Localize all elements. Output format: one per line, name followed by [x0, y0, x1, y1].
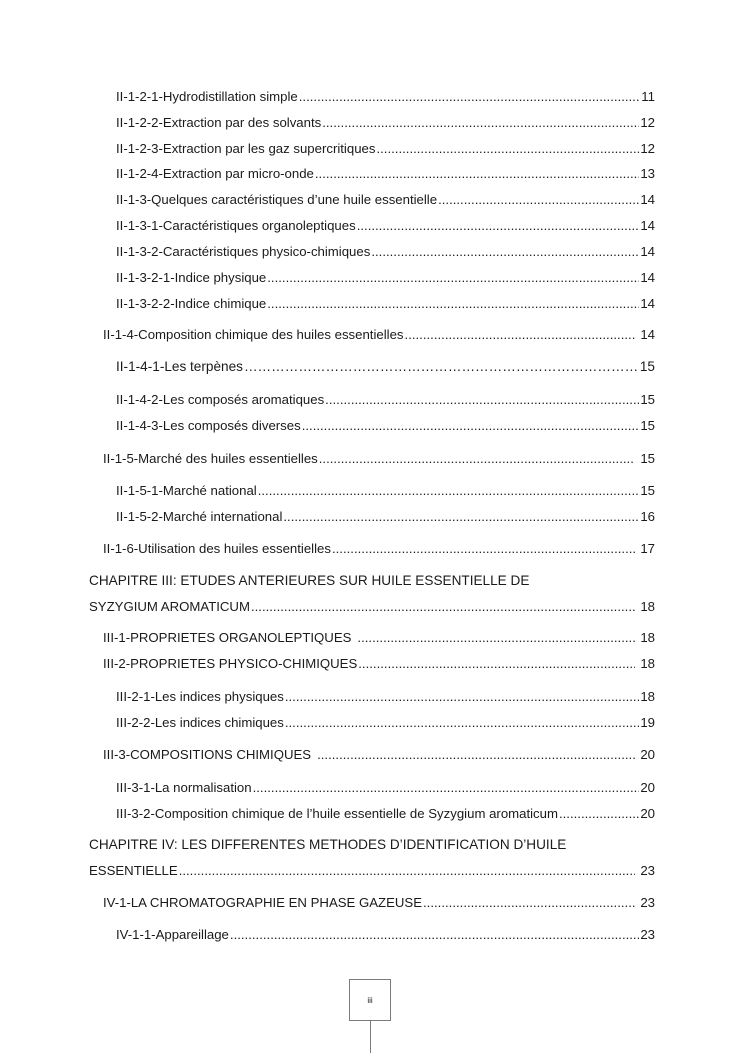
toc-entry-title: II-1-3-1-Caractéristiques organoleptiques [116, 218, 356, 233]
toc-entry[interactable] [116, 218, 655, 234]
toc-entry[interactable] [116, 244, 655, 260]
toc-entry-title: II-1-3-2-1-Indice physique [116, 270, 267, 285]
leader-dots [438, 192, 639, 208]
toc-entry[interactable] [103, 895, 655, 911]
leader-dots [253, 780, 640, 796]
leader-dots [179, 863, 636, 879]
toc-entry-title: III-2-2-Les indices chimiques [116, 715, 284, 730]
toc-entry[interactable] [116, 296, 655, 312]
leader-dots [332, 541, 635, 557]
leader-dots [325, 392, 639, 408]
toc-entry-page: 15 [640, 392, 655, 407]
toc-entry[interactable] [103, 747, 655, 763]
toc-entry-title: III-3-1-La normalisation [116, 780, 252, 795]
toc-entry[interactable] [89, 599, 655, 615]
toc-entry[interactable] [116, 927, 655, 943]
toc-entry-page: 14 [640, 244, 655, 259]
toc-entry[interactable] [116, 806, 655, 822]
toc-entry-page: 13 [640, 166, 655, 181]
toc-entry[interactable] [103, 541, 655, 557]
toc-entry-page: 14 [640, 296, 655, 311]
toc-entry-page: 18 [640, 656, 655, 671]
toc-entry[interactable] [89, 863, 655, 879]
toc-entry-page: 14 [640, 192, 655, 207]
leader-dots [322, 115, 639, 131]
toc-entry[interactable] [103, 656, 655, 672]
toc-entry-title: II-1-2-4-Extraction par micro-onde [116, 166, 314, 181]
toc-entry[interactable] [116, 392, 655, 408]
toc-entry-title: II-1-3-2-Caractéristiques physico-chimiques [116, 244, 371, 259]
toc-entry-title: II-1-4-1-Les terpènes [116, 359, 243, 374]
toc-entry-title: III-1-PROPRIETES ORGANOLEPTIQUES [103, 630, 352, 645]
toc-entry-page: 23 [640, 927, 655, 942]
leader-dots [251, 599, 635, 615]
leader-dots [267, 296, 639, 312]
toc-entry[interactable] [103, 630, 655, 646]
toc-entry[interactable] [116, 509, 655, 525]
leader-dots [258, 483, 640, 499]
leader-dots [299, 89, 641, 105]
leader-dots [405, 327, 636, 343]
toc-entry[interactable] [116, 483, 655, 499]
toc-entry[interactable] [116, 689, 655, 705]
toc-entry[interactable] [116, 270, 655, 286]
toc-entry-page: 18 [640, 630, 655, 645]
leader-dots [423, 895, 635, 911]
toc-entry-page: 19 [640, 715, 655, 730]
toc-entry-page: 20 [640, 780, 655, 795]
leader-dots [357, 630, 635, 646]
chapter-heading[interactable]: CHAPITRE III: ETUDES ANTERIEURES SUR HUILE ESSENTIELLE DE [89, 573, 530, 588]
toc-entry-page: 14 [640, 270, 655, 285]
leader-dots [376, 141, 639, 157]
toc-entry-page: 17 [640, 541, 655, 556]
toc-entry-title: II-1-6-Utilisation des huiles essentielles [103, 541, 331, 556]
leader-dots [285, 715, 639, 731]
toc-entry-page: 16 [640, 509, 655, 524]
toc-entry-title: II-1-2-3-Extraction par les gaz supercritiques [116, 141, 376, 156]
toc-entry-page: 18 [640, 689, 655, 704]
leader-dots [267, 270, 639, 286]
leader-dots [244, 359, 639, 375]
toc-entry-page: 15 [640, 418, 655, 433]
toc-entry-page: 23 [640, 895, 655, 910]
toc-entry-page: 20 [640, 806, 655, 821]
leader-dots [230, 927, 639, 943]
leader-dots [315, 166, 639, 182]
toc-entry[interactable] [116, 89, 655, 105]
toc-entry-page: 18 [640, 599, 655, 614]
page-number-box [349, 979, 391, 1021]
toc-entry-title: II-1-3-Quelques caractéristiques d’une huile essentielle [116, 192, 438, 207]
toc-entry[interactable] [116, 166, 655, 182]
toc-entry[interactable] [116, 141, 655, 157]
page-number: iii [367, 996, 373, 1005]
toc-entry-title: SYZYGIUM AROMATICUM [89, 599, 250, 614]
toc-entry-title: III-2-1-Les indices physiques [116, 689, 284, 704]
toc-entry-title: III-2-PROPRIETES PHYSICO-CHIMIQUES [103, 656, 358, 671]
toc-entry-title: II-1-4-2-Les composés aromatiques [116, 392, 325, 407]
toc-entry-title: ESSENTIELLE [89, 863, 178, 878]
toc-entry-page: 23 [640, 863, 655, 878]
toc-entry-title: II-1-4-3-Les composés diverses [116, 418, 301, 433]
footer-rule [370, 1021, 371, 1053]
toc-entry-page: 12 [640, 141, 655, 156]
toc-entry[interactable] [103, 327, 655, 343]
leader-dots [317, 747, 635, 763]
toc-entry-title: IV-1-1-Appareillage [116, 927, 229, 942]
toc-entry-page: 12 [640, 115, 655, 130]
toc-entry[interactable] [103, 451, 655, 467]
toc-entry-title: II-1-4-Composition chimique des huiles essentielles [103, 327, 404, 342]
toc-entry-page: 20 [640, 747, 655, 762]
leader-dots [357, 218, 640, 234]
toc-entry-title: IV-1-LA CHROMATOGRAPHIE EN PHASE GAZEUSE [103, 895, 423, 910]
leader-dots [285, 689, 639, 705]
toc-entry-page: 15 [640, 483, 655, 498]
toc-entry[interactable] [116, 192, 655, 208]
toc-entry[interactable] [116, 418, 655, 434]
toc-entry-title: II-1-5-2-Marché international [116, 509, 283, 524]
toc-entry-title: II-1-5-Marché des huiles essentielles [103, 451, 318, 466]
toc-entry-title: III-3-COMPOSITIONS CHIMIQUES [103, 747, 312, 762]
chapter-heading[interactable]: CHAPITRE IV: LES DIFFERENTES METHODES D’IDENTIFICATION D’HUILE [89, 837, 567, 852]
toc-entry-title: II-1-3-2-2-Indice chimique [116, 296, 267, 311]
toc-entry-title: II-1-2-1-Hydrodistillation simple [116, 89, 298, 104]
toc-entry-page: 15 [639, 359, 655, 374]
toc-entry-title: II-1-2-2-Extraction par des solvants [116, 115, 322, 130]
leader-dots [559, 806, 639, 822]
toc-entry-title: III-3-2-Composition chimique de l’huile essentielle de Syzygium aromaticum [116, 806, 558, 821]
toc-entry-page: 15 [640, 451, 655, 466]
toc-entry-title: II-1-5-1-Marché national [116, 483, 257, 498]
leader-dots [319, 451, 636, 467]
toc-entry[interactable] [116, 115, 655, 131]
toc-entry[interactable] [116, 715, 655, 731]
leader-dots [302, 418, 640, 434]
toc-entry[interactable] [116, 780, 655, 796]
toc-entry[interactable] [116, 359, 655, 375]
leader-dots [358, 656, 635, 672]
toc-entry-page: 11 [641, 89, 655, 104]
leader-dots [283, 509, 639, 525]
toc-entry-page: 14 [640, 218, 655, 233]
toc-entry-page: 14 [640, 327, 655, 342]
leader-dots [371, 244, 639, 260]
